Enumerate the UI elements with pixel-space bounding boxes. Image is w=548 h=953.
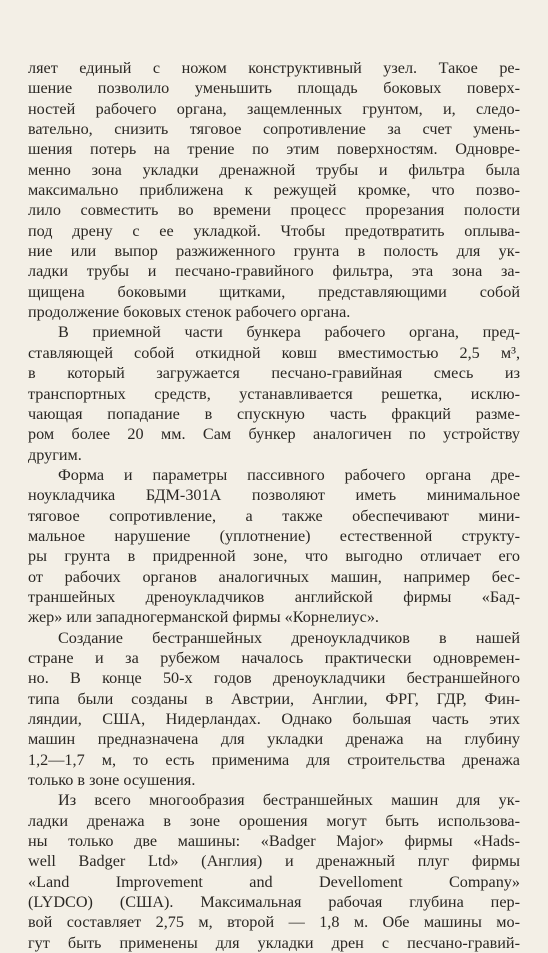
text-line: траншейных дреноукладчиков английской фирмы «Бад- [28,587,520,606]
text-line: под дрену с ее укладкой. Чтобы предотвратить оплыва- [28,221,520,240]
paragraph-1 [28,58,520,322]
text-line: 1,2—1,7 м, то есть применима для строительства дренажа [28,750,520,769]
paragraph-2 [28,322,520,464]
paragraph-4 [28,628,520,791]
text-line: Форма и параметры пассивного рабочего органа дре- [58,465,520,484]
text-line: ладки дренажа в зоне орошения могут быть использова- [28,811,520,830]
text-line: щищена боковыми щитками, представляющими собой [28,282,520,301]
text-line: Из всего многообразия бестраншейных машин для ук- [58,791,520,810]
document-page [28,58,520,953]
text-line: вательно, снизить тяговое сопротивление за счет умень- [28,120,520,139]
text-line: ляндии, США, Нидерландах. Однако большая часть этих [28,710,520,728]
text-line: машин предназначена для укладки дренажа на глубину [28,730,520,749]
text-line: ние или выпор разжиженного грунта в полость для ук- [28,242,520,261]
text-line: от рабочих органов аналогичных машин, например бес- [28,567,520,586]
text-line: тяговое сопротивление, а также обеспечивают мини- [28,506,520,525]
text-line: гут быть применены для укладки дрен с песчано-гравий- [28,933,520,952]
text-line: ноукладчика БДМ-301А позволяют иметь минимальное [28,486,520,505]
text-line: мальное нарушение (уплотнение) естественной структу- [28,526,520,545]
text-line: жер» или западногерманской фирмы «Корнелиус». [28,608,379,627]
text-line: (LYDCO) (США). Максимальная рабочая глубина пер- [28,893,520,912]
text-line: только в зоне осушения. [28,771,196,790]
text-line: Создание бестраншейных дреноукладчиков в нашей [58,628,520,647]
text-line: чающая попадание в спускную часть фракций разме- [28,404,520,423]
text-line: ром более 20 мм. Сам бункер аналогичен по устройству [28,425,520,444]
text-line: продолжение боковых стенок рабочего органа. [28,303,351,322]
text-line: в который загружается песчано-гравийная смесь из [28,364,520,383]
text-line: вой составляет 2,75 м, второй — 1,8 м. Обе машины мо- [28,913,520,932]
text-line: стране и за рубежом началось практически одновремен- [28,648,520,667]
text-line: ностей рабочего органа, защемленных грунтом, и, следо- [28,99,520,118]
text-line: менно зона укладки дренажной трубы и фильтра была [28,160,520,179]
text-line: ладки трубы и песчано-гравийного фильтра, эта зона за- [28,262,520,281]
text-line: В приемной части бункера рабочего органа, пред- [58,323,520,342]
text-line: «Land Improvement and Develloment Company» [28,872,520,891]
text-line: шение позволило уменьшить площадь боковых поверх- [28,79,520,98]
text-line: ляет единый с ножом конструктивный узел. Такое ре- [28,59,520,77]
text-line: транспортных средств, устанавливается решетка, исклю- [28,384,520,403]
text-line: лило совместить во времени процесс прорезания полости [28,201,520,220]
text-line: максимально приближена к режущей кромке, что позво- [28,181,520,200]
text-line: well Badger Ltd» (Англия) и дренажный плуг фирмы [28,852,520,871]
text-line: шения потерь на трение по этим поверхностям. Одновре- [28,140,520,159]
text-line: ставляющей собой откидной ковш вместимостью 2,5 м³, [28,343,520,362]
text-line: ры грунта в придренной зоне, что выгодно отличает его [28,547,520,566]
text-line: ны только две машины: «Badger Major» фирмы «Hads- [28,832,520,851]
text-line: другим. [28,445,82,464]
paragraph-5 [28,790,520,953]
text-line: но. В конце 50-х годов дреноукладчики бестраншейного [28,669,520,688]
text-line: типа были созданы в Австрии, Англии, ФРГ, ГДР, Фин- [28,689,520,708]
paragraph-3 [28,465,520,628]
